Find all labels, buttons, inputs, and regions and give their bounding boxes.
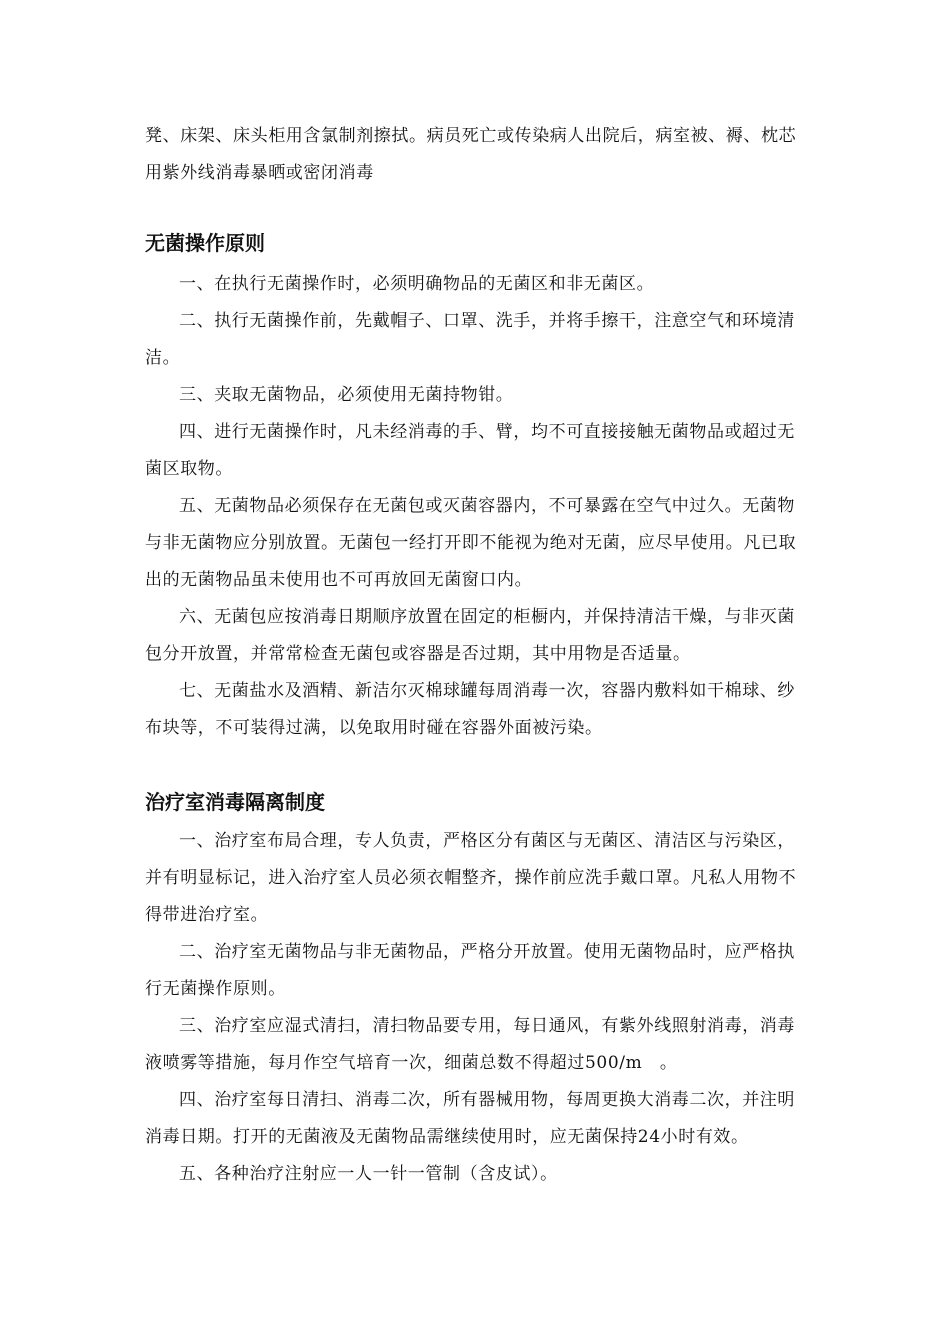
aseptic-item-6: 六、无菌包应按消毒日期顺序放置在固定的柜橱内，并保持清洁干燥，与非灭菌包分开放置，并常常检查无菌包或容器是否过期，其中用物是否适量。 [145, 607, 795, 664]
document-body [145, 118, 810, 1193]
treatment-room-item-2: 二、治疗室无菌物品与非无菌物品，严格分开放置。使用无菌物品时，应严格执行无菌操作原则。 [145, 942, 795, 999]
aseptic-item-1: 一、在执行无菌操作时，必须明确物品的无菌区和非无菌区。 [179, 274, 655, 294]
section-title-aseptic-principles: 无菌操作原则 [145, 231, 265, 255]
treatment-room-item-1: 一、治疗室布局合理，专人负责，严格区分有菌区与无菌区、清洁区与污染区，并有明显标记，进入治疗室人员必须衣帽整齐，操作前应洗手戴口罩。凡私人用物不得带进治疗室。 [145, 831, 797, 925]
aseptic-item-3: 三、夹取无菌物品，必须使用无菌持物钳。 [179, 385, 514, 405]
aseptic-item-5: 五、无菌物品必须保存在无菌包或灭菌容器内，不可暴露在空气中过久。无菌物与非无菌物应分别放置。无菌包一经打开即不能视为绝对无菌，应尽早使用。凡已取出的无菌物品虽未使用也不可再放回无菌窗口内。 [145, 496, 797, 590]
aseptic-item-4: 四、进行无菌操作时，凡未经消毒的手、臂，均不可直接接触无菌物品或超过无菌区取物。 [145, 422, 795, 479]
intro-paragraph: 凳、床架、床头柜用含氯制剂擦拭。病员死亡或传染病人出院后，病室被、褥、枕芯用紫外线消毒暴晒或密闭消毒 [145, 126, 797, 183]
aseptic-item-7: 七、无菌盐水及酒精、新洁尔灭棉球罐每周消毒一次，容器内敷料如干棉球、纱布块等，不可装得过满，以免取用时碰在容器外面被污染。 [145, 681, 795, 738]
treatment-room-item-4: 四、治疗室每日清扫、消毒二次，所有器械用物，每周更换大消毒二次，并注明消毒日期。打开的无菌液及无菌物品需继续使用时，应无菌保持24小时有效。 [145, 1090, 795, 1147]
treatment-room-item-3: 三、治疗室应湿式清扫，清扫物品要专用，每日通风，有紫外线照射消毒，消毒液喷雾等措施，每月作空气培育一次，细菌总数不得超过500/m 。 [145, 1016, 795, 1073]
treatment-room-item-5: 五、各种治疗注射应一人一针一管制（含皮试）。 [179, 1164, 558, 1184]
aseptic-item-2: 二、执行无菌操作前，先戴帽子、口罩、洗手，并将手擦干，注意空气和环境清洁。 [145, 311, 795, 368]
section-title-treatment-room-disinfection: 治疗室消毒隔离制度 [145, 790, 325, 814]
